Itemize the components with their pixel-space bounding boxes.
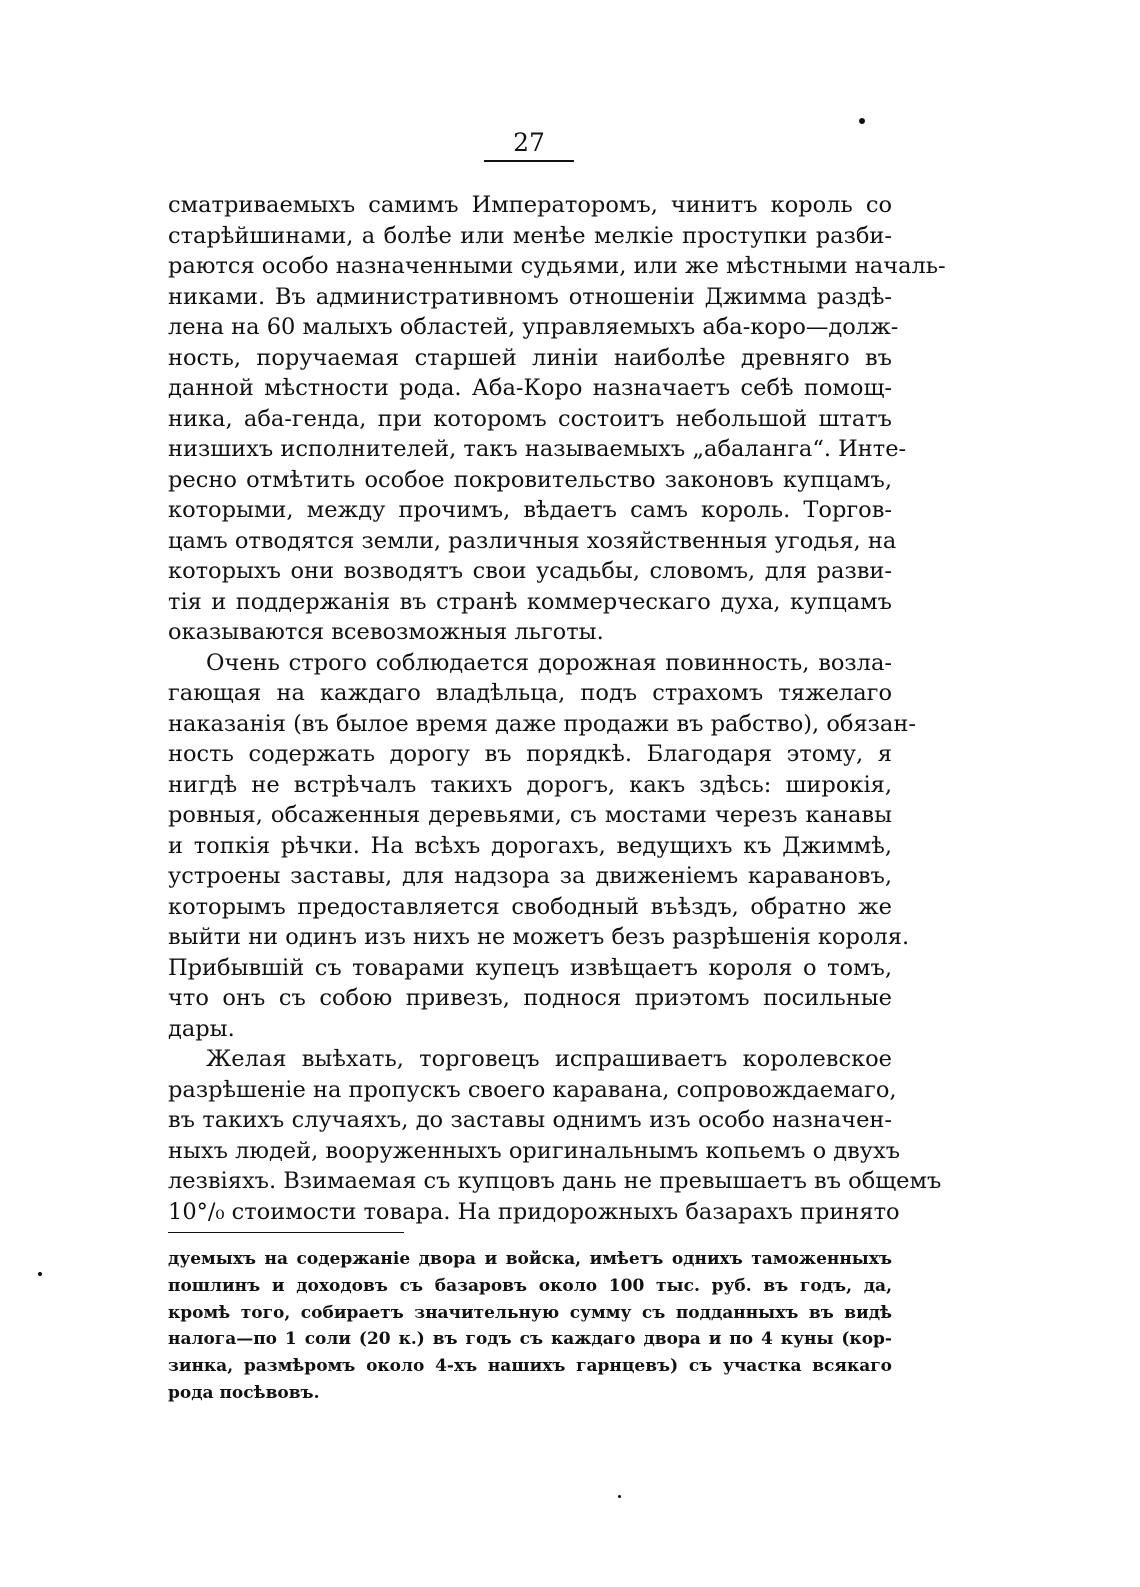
text-line: оказываются всевозможныя льготы.	[168, 619, 604, 645]
text-line: данной мѣстности рода. Аба-Коро назначаетъ себѣ помощ-	[168, 375, 892, 401]
text-line: сматриваемыхъ самимъ Императоромъ, чинитъ король со	[168, 192, 892, 218]
text-line: 10°/₀ стоимости товара. На придорожныхъ базарахъ принято	[168, 1198, 900, 1225]
footnote	[168, 1246, 892, 1407]
text-line: которымъ предоставляется свободный въѣздъ, обратно же	[168, 893, 892, 920]
scan-speck	[859, 118, 865, 124]
text-line: низшихъ исполнителей, такъ называемыхъ „абаланга“. Инте-	[168, 436, 907, 462]
text-line: ность, поручаемая старшей линіи наиболѣе древняго въ	[168, 344, 892, 371]
text-line: Очень строго соблюдается дорожная повинность, возла-	[206, 649, 892, 676]
text-line: ность содержать дорогу въ порядкѣ. Благодаря этому, я	[168, 741, 892, 767]
text-line: ника, аба-генда, при которомъ состоитъ небольшой штатъ	[168, 405, 892, 432]
footnote-line: налога—по 1 соли (20 к.) въ годъ съ каждаго двора и по 4 куны (кор-	[168, 1329, 892, 1350]
text-line: ныхъ людей, вооруженныхъ оригинальнымъ копьемъ о двухъ	[168, 1137, 901, 1164]
footnote-line: дуемыхъ на содержаніе двора и войска, имѣетъ однихъ таможенныхъ	[168, 1249, 892, 1269]
text-line: нигдѣ не встрѣчалъ такихъ дорогъ, какъ здѣсь: широкія,	[168, 771, 892, 798]
page-number-underline	[484, 160, 574, 162]
text-line: лезвіяхъ. Взимаемая съ купцовъ дань не превышаетъ въ общемъ	[168, 1168, 942, 1194]
text-line: что онъ съ собою привезъ, поднося приэтомъ посильные	[168, 985, 892, 1011]
text-line: тія и поддержанія въ странѣ коммерческаго духа, купцамъ	[168, 588, 892, 615]
footnote-line: рода посѣвовъ.	[168, 1382, 320, 1403]
text-line: Желая выѣхать, торговецъ испрашиваетъ королевское	[206, 1046, 892, 1072]
footnote-separator	[168, 1232, 404, 1233]
text-line: лена на 60 малыхъ областей, управляемыхъ аба-коро—долж-	[168, 314, 899, 340]
footnote-line: кромѣ того, собираетъ значительную сумму съ подданныхъ въ видѣ	[168, 1302, 892, 1323]
text-line: никами. Въ административномъ отношеніи Джимма раздѣ-	[168, 283, 892, 310]
scan-speck	[618, 1495, 621, 1498]
text-line: которыми, между прочимъ, вѣдаетъ самъ король. Торгов-	[168, 497, 892, 523]
text-line: дары.	[168, 1015, 235, 1042]
text-line: выйти ни одинъ изъ нихъ не можетъ безъ разрѣшенія короля.	[168, 924, 910, 950]
text-line: наказанія (въ былое время даже продажи въ рабство), обязан-	[168, 710, 916, 737]
text-line: устроены заставы, для надзора за движеніемъ каравановъ,	[168, 863, 892, 889]
text-line: разрѣшеніе на пропускъ своего каравана, сопровождаемаго,	[168, 1076, 897, 1103]
page-number: 27	[513, 128, 545, 157]
text-line: раются особо назначенными судьями, или же мѣстными началь-	[168, 253, 946, 279]
text-line: гающая на каждаго владѣльца, подъ страхомъ тяжелаго	[168, 680, 892, 706]
text-line: старѣйшинами, а болѣе или менѣе мелкіе проступки разби-	[168, 222, 892, 249]
text-line: и топкія рѣчки. На всѣхъ дорогахъ, ведущихъ къ Джиммѣ,	[168, 832, 892, 859]
footnote-line: пошлинъ и доходовъ съ базаровъ около 100 тыс. руб. въ годъ, да,	[168, 1275, 892, 1296]
text-line: Прибывшій съ товарами купецъ извѣщаетъ короля о томъ,	[168, 954, 892, 981]
text-line: ресно отмѣтить особое покровительство законовъ купцамъ,	[168, 466, 892, 493]
main-text	[168, 190, 946, 1227]
footnote-line: зинка, размѣромъ около 4-хъ нашихъ гарнцевъ) съ участка всякаго	[168, 1356, 892, 1377]
scan-speck	[38, 1272, 42, 1276]
text-line: которыхъ они возводятъ свои усадьбы, словомъ, для разви-	[168, 558, 892, 584]
text-line: ровныя, обсаженныя деревьями, съ мостами черезъ канавы	[168, 802, 892, 828]
text-line: цамъ отводятся земли, различныя хозяйственныя угодья, на	[168, 527, 897, 554]
text-line: въ такихъ случаяхъ, до заставы однимъ изъ особо назначен-	[168, 1107, 892, 1133]
